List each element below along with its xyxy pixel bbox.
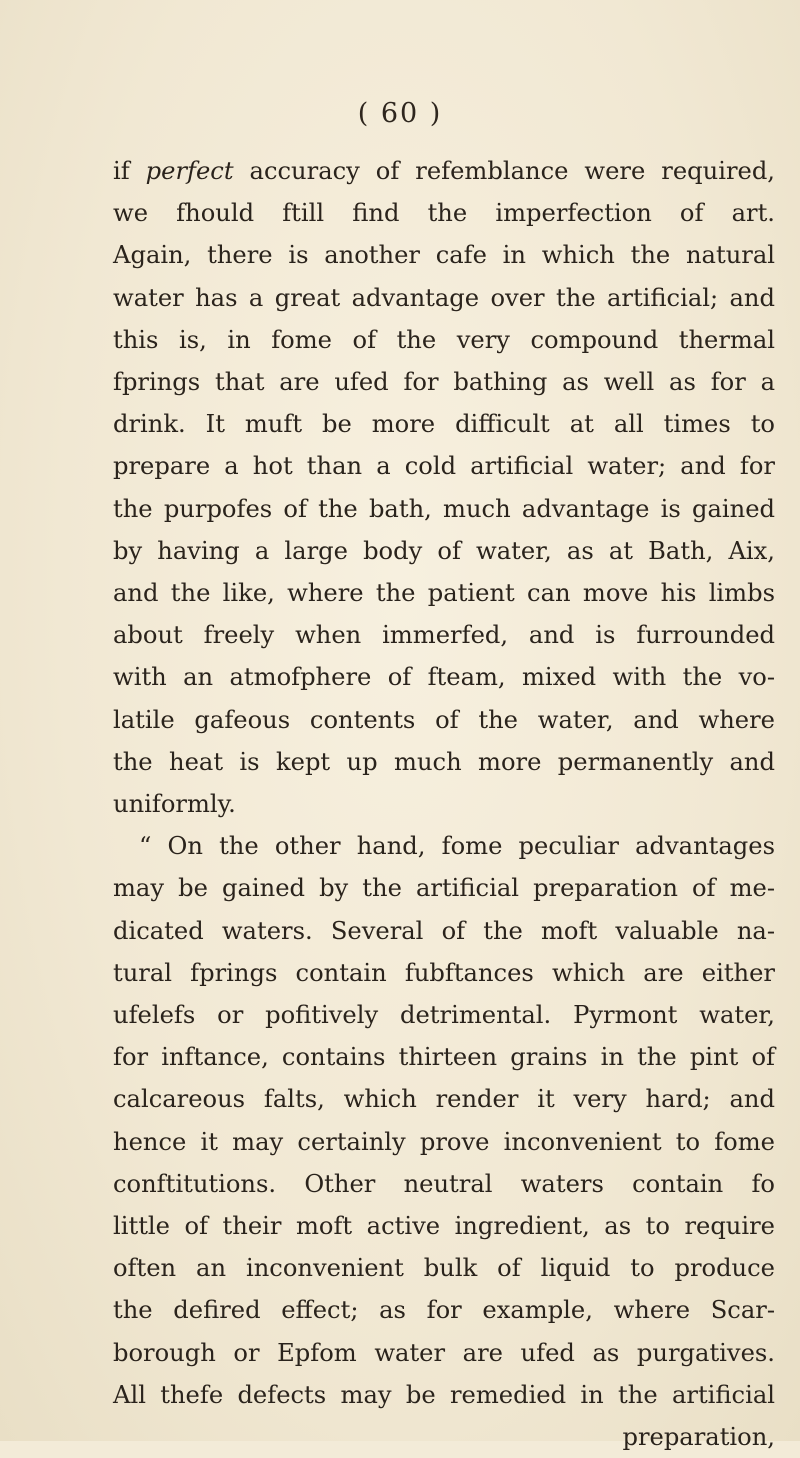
text-line: fprings that are ufed for bathing as well as for a: [113, 368, 775, 397]
text-line: drink. It muft be more difficult at all times to: [113, 410, 775, 439]
text-line: tural fprings contain fubftances which are either: [113, 958, 775, 987]
text-line: this is, in fome of the very compound thermal: [113, 325, 775, 354]
text-line: calcareous falts, which render it very hard; and: [113, 1085, 775, 1114]
text-line: prepare a hot than a cold artificial water; and for: [113, 452, 775, 481]
text-line: “ On the other hand, fome peculiar advantages: [139, 832, 775, 861]
text-line: may be gained by the artificial preparation of me-: [113, 874, 775, 903]
body-text: [113, 150, 775, 1458]
text-line: All thefe defects may be remedied in the artificial: [113, 1380, 775, 1409]
text-line: often an inconvenient bulk of liquid to produce: [113, 1254, 775, 1283]
text-line: uniformly.: [113, 790, 236, 819]
text-line: borough or Epfom water are ufed as purgatives.: [113, 1338, 775, 1367]
text-line: water has a great advantage over the artificial; and: [113, 283, 775, 312]
text-line: the defired effect; as for example, where Scar-: [113, 1296, 775, 1325]
page-number: ( 60 ): [357, 98, 443, 129]
text-line: and the like, where the patient can move his limbs: [113, 579, 775, 608]
text-line: about freely when immerfed, and is furrounded: [113, 621, 775, 650]
text-line: hence it may certainly prove inconvenient to fome: [113, 1127, 775, 1156]
text-line: dicated waters. Several of the moft valuable na-: [113, 916, 775, 945]
text-fragment: if: [113, 157, 146, 185]
text-line: little of their moft active ingredient, as to require: [113, 1212, 775, 1241]
text-line: [113, 150, 775, 192]
italic-word: perfect: [145, 157, 234, 185]
text-line: conftitutions. Other neutral waters contain fo: [113, 1169, 775, 1198]
text-line: the purpofes of the bath, much advantage is gained: [113, 494, 775, 523]
text-fragment: accuracy of refemblance were required,: [233, 157, 775, 185]
text-line: by having a large body of water, as at Bath, Aix,: [113, 536, 775, 565]
text-line: Again, there is another cafe in which the natural: [113, 241, 775, 270]
text-line: with an atmofphere of fteam, mixed with the vo-: [113, 663, 775, 692]
text-line: latile gafeous contents of the water, and where: [113, 705, 775, 734]
catchword: preparation,: [622, 1423, 775, 1452]
text-line: ufelefs or pofitively detrimental. Pyrmont water,: [113, 1001, 775, 1030]
text-line: for inftance, contains thirteen grains in the pint of: [113, 1043, 775, 1072]
text-line: we fhould ftill find the imperfection of art.: [113, 199, 775, 228]
text-line: the heat is kept up much more permanently and: [113, 747, 775, 776]
